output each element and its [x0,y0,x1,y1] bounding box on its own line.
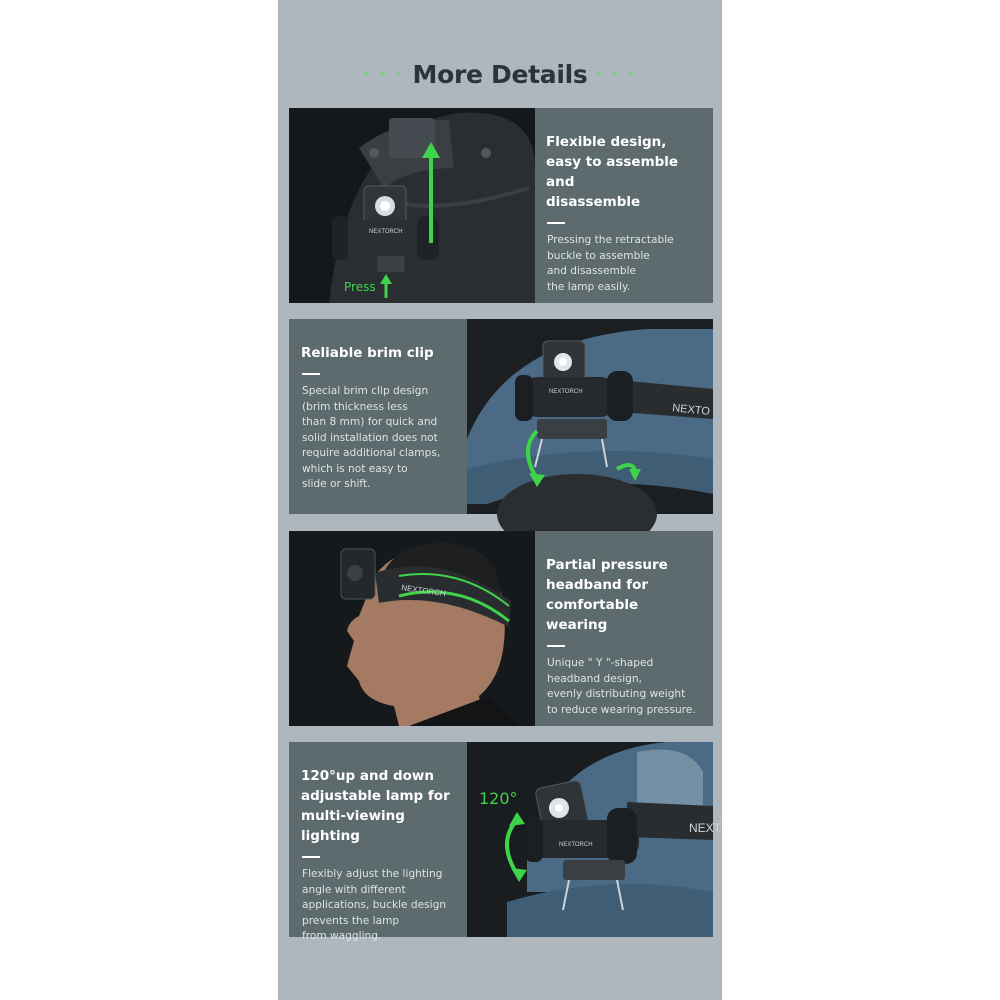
description-line: than 8 mm) for quick and [302,416,438,428]
feature-card-brim-clip [289,319,713,514]
feature-card-headband [289,531,713,726]
description-line: require additional clamps, [302,447,441,459]
heading-divider [302,373,320,375]
heading-line: multi-viewing lighting [301,808,405,844]
feature-description [302,867,455,945]
description-line: angle with different [302,883,406,896]
feature-card-adjustable [289,742,722,942]
feature-description [547,233,700,295]
description-line: (brim thickness less [302,400,408,413]
headband-brand-label: NEXT [689,821,722,835]
description-line: and disassemble [547,265,637,277]
description-line: Special brim clip design [302,385,429,397]
heading-divider [302,856,320,858]
product-detail-strip [278,0,722,1000]
heading-line: Partial pressure [546,557,668,573]
heading-line: comfortable wearing [546,597,639,633]
lamp-brand-label: NEXTORCH [559,842,593,848]
adjustable-lamp-photo [467,742,722,937]
headband-wearer-photo [289,531,535,726]
feature-heading [301,343,455,363]
description-line: Pressing the retractable [547,234,674,246]
feature-text-brim-clip [289,319,465,514]
heading-line: disassemble [546,194,641,210]
feature-heading [546,555,700,635]
section-header [278,56,722,92]
description-line: prevents the lamp [302,914,400,927]
description-line: buckle to assemble [547,249,650,262]
helmet-mount-photo [289,108,535,303]
press-label: Press [344,280,376,294]
feature-heading [301,766,455,846]
description-line: solid installation does not [302,431,438,444]
decorative-dots-left: • • • [363,65,405,82]
description-line: which is not easy to [302,462,408,475]
brim-clip-photo [467,319,713,514]
heading-line: adjustable lamp for [301,788,450,804]
description-line: headband design, [547,672,642,685]
heading-line: Reliable brim clip [301,345,434,361]
feature-text-headband [534,531,710,726]
angle-label: 120° [479,789,518,808]
feature-description [302,384,455,493]
heading-line: 120°up and down [301,768,435,784]
lamp-brand-label: NEXTORCH [369,229,403,235]
description-line: the lamp easily. [547,280,631,293]
feature-text-assembly [534,108,710,303]
description-line: slide or shift. [302,478,371,490]
description-line: evenly distributing weight [547,688,686,700]
heading-divider [547,645,565,647]
feature-heading [546,132,700,212]
feature-description [547,656,700,718]
description-line: applications, buckle design [302,899,447,911]
description-line: from waggling. [302,930,382,942]
heading-line: Flexible design, [546,134,667,150]
feature-text-adjustable [289,742,465,942]
feature-card-assembly [289,108,713,303]
heading-line: easy to assemble and [546,154,679,190]
heading-divider [547,222,565,224]
decorative-dots-right: • • • [595,65,637,82]
lamp-brand-label: NEXTORCH [549,389,583,395]
heading-line: headband for [546,577,649,593]
page-title: More Details [412,59,588,89]
description-line: to reduce wearing pressure. [547,703,696,716]
description-line: Unique " Y "-shaped [547,657,654,669]
description-line: Flexibly adjust the lighting [302,868,443,880]
headband-brand-label: NEXTORCH [400,583,447,599]
headband-brand-label: NEXTO [671,402,711,418]
